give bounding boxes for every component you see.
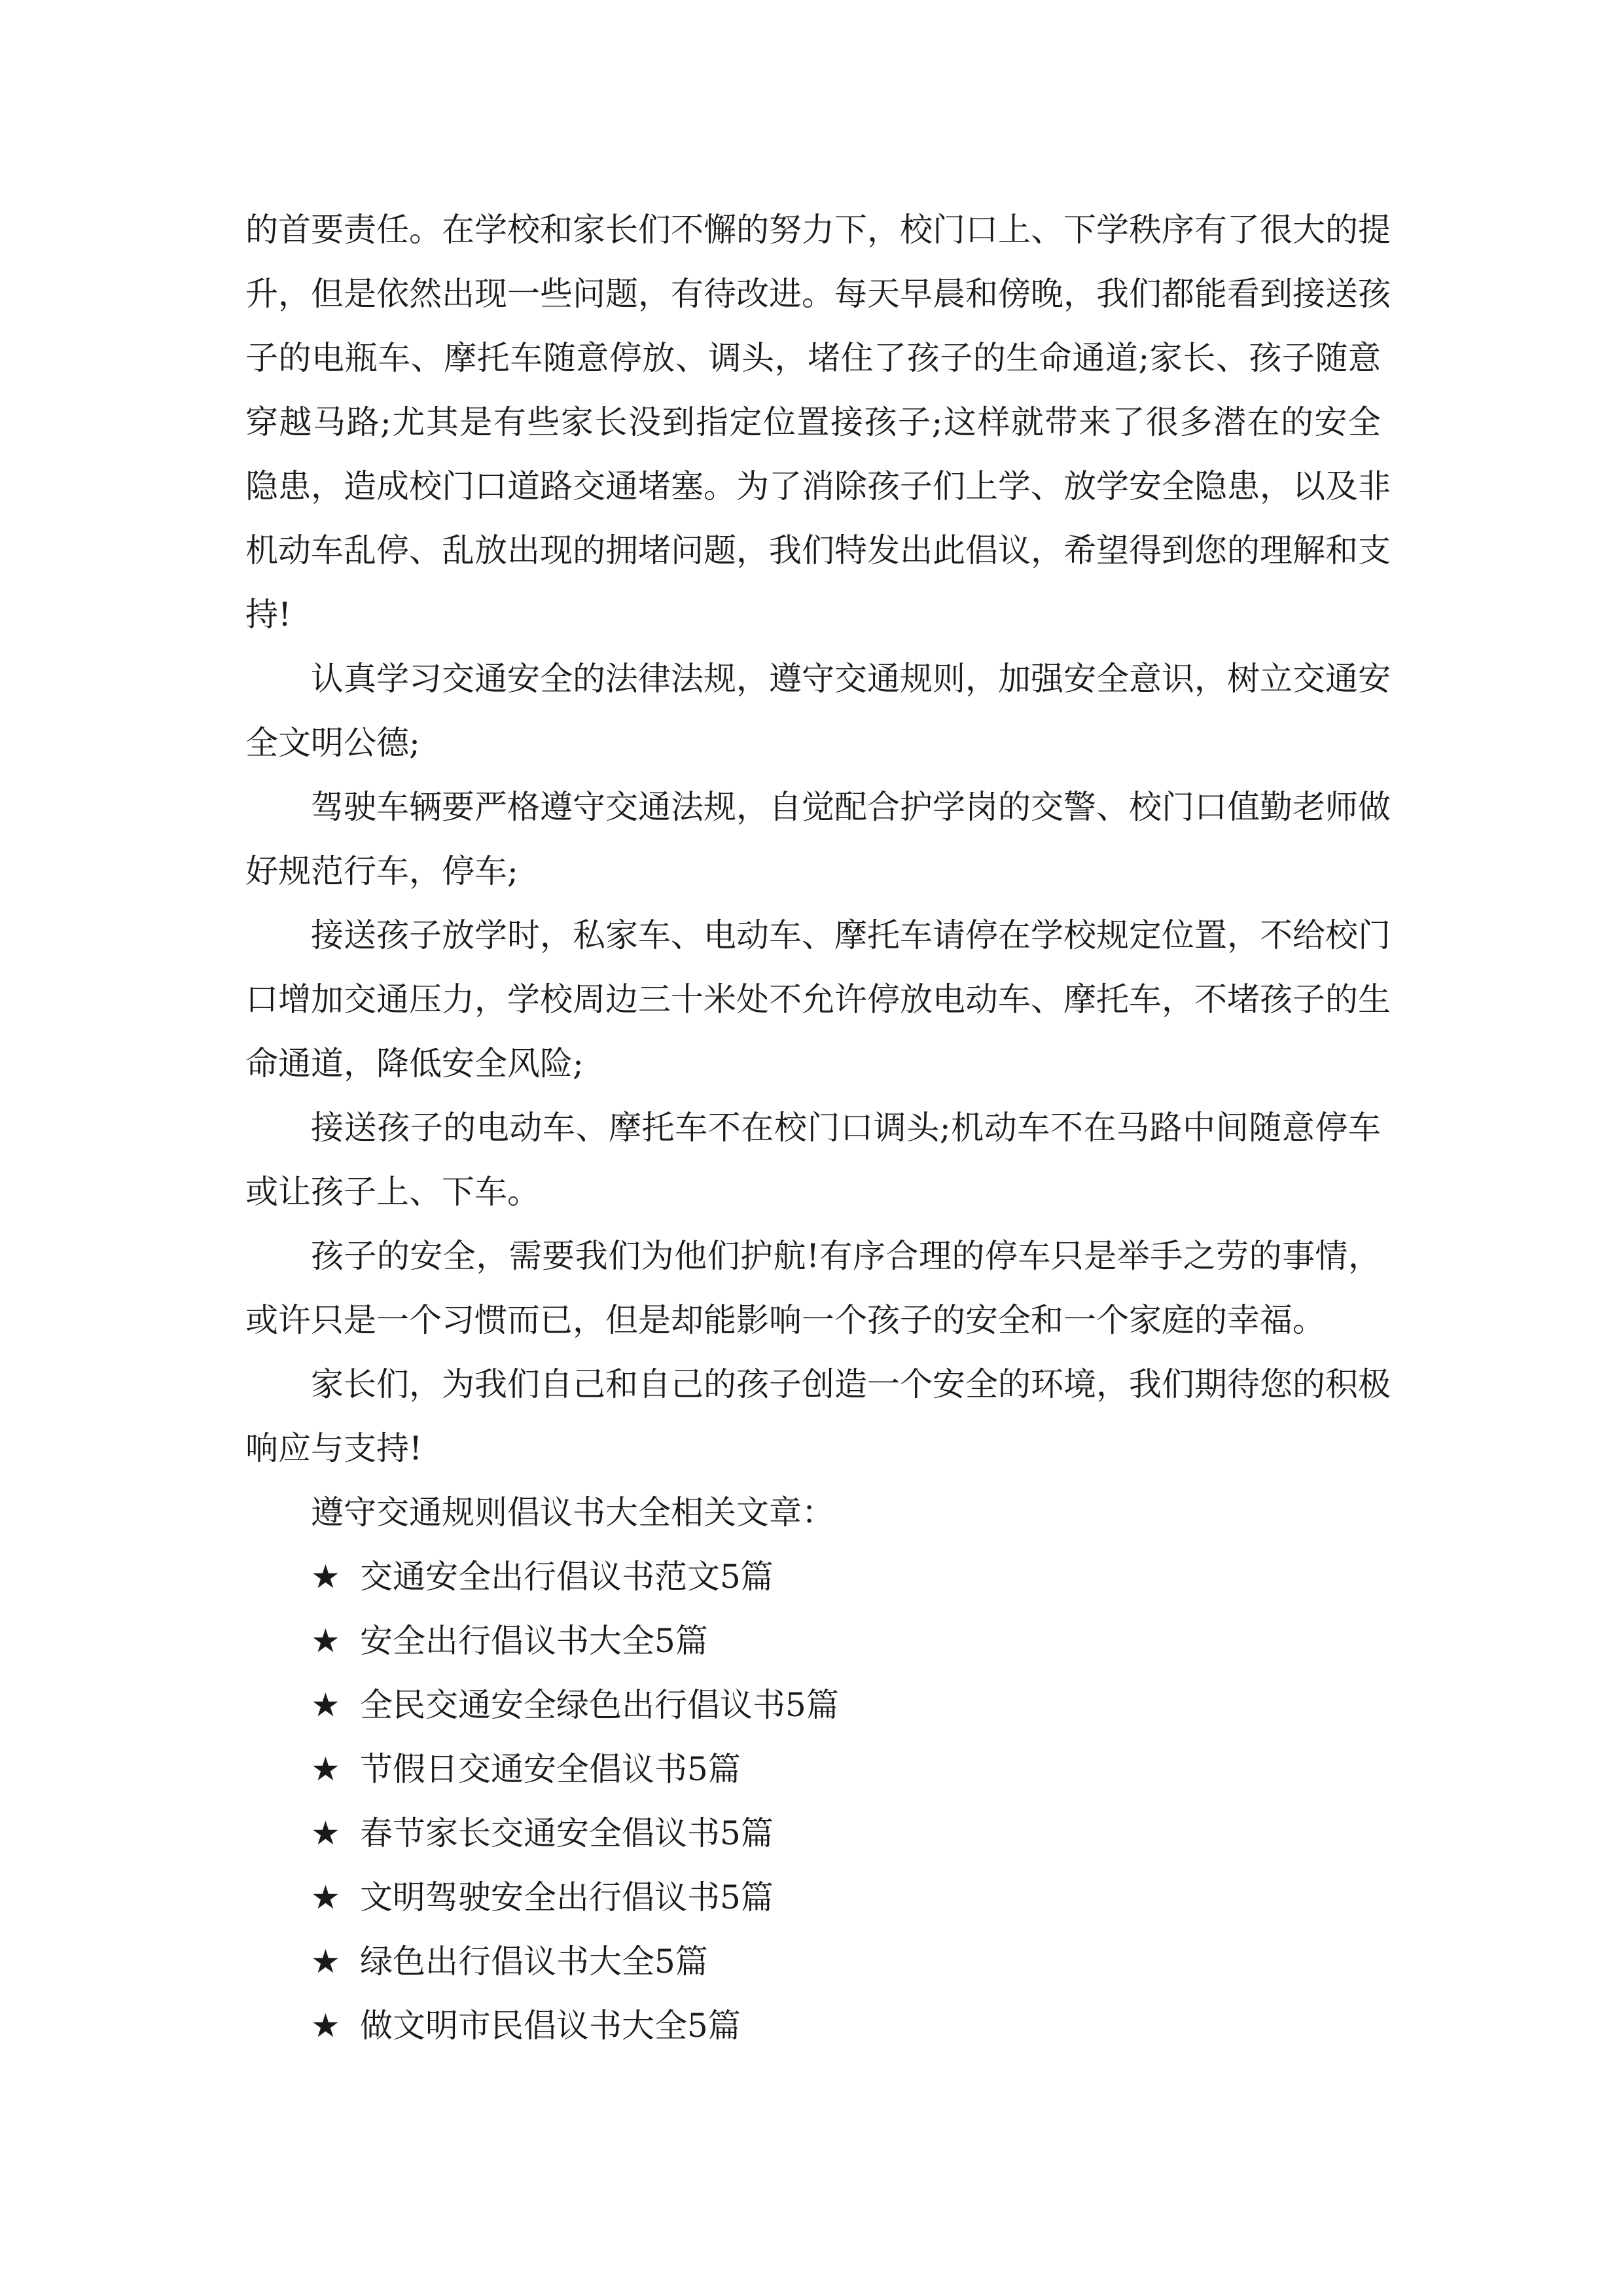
related-article-title: 春节家长交通安全倡议书5篇 <box>360 1814 774 1852</box>
related-article-link[interactable] <box>311 1865 774 1929</box>
paragraph-line: 子的电瓶车、摩托车随意停放、调头，堵住了孩子的生命通道;家长、孩子随意 <box>245 339 1381 377</box>
star-icon: ★ <box>311 1686 340 1724</box>
related-article-link[interactable] <box>311 1545 774 1609</box>
related-article-title: 安全出行倡议书大全5篇 <box>360 1622 708 1660</box>
paragraph-line: 口增加交通压力，学校周边三十米处不允许停放电动车、摩托车，不堵孩子的生 <box>245 980 1391 1018</box>
paragraph-line: 全文明公德; <box>245 724 420 762</box>
paragraph-line: 接送孩子放学时，私家车、电动车、摩托车请停在学校规定位置，不给校门 <box>311 916 1391 954</box>
paragraph-line: 隐患，造成校门口道路交通堵塞。为了消除孩子们上学、放学安全隐患，以及非 <box>245 467 1391 505</box>
star-icon: ★ <box>311 1943 340 1981</box>
star-icon: ★ <box>311 1558 340 1596</box>
star-icon: ★ <box>311 1878 340 1916</box>
star-icon: ★ <box>311 1814 340 1852</box>
related-article-link[interactable] <box>311 1994 741 2058</box>
related-article-link[interactable] <box>311 1737 741 1801</box>
paragraph-line: 家长们，为我们自己和自己的孩子创造一个安全的环境，我们期待您的积极 <box>311 1365 1391 1403</box>
star-icon: ★ <box>311 1750 340 1788</box>
related-article-title: 绿色出行倡议书大全5篇 <box>360 1943 708 1981</box>
paragraph-line: 的首要责任。在学校和家长们不懈的努力下，校门口上、下学秩序有了很大的提 <box>245 211 1391 249</box>
related-article-title: 全民交通安全绿色出行倡议书5篇 <box>360 1686 839 1724</box>
star-icon: ★ <box>311 2007 340 2045</box>
related-article-link[interactable] <box>311 1929 708 1994</box>
related-article-link[interactable] <box>311 1801 774 1865</box>
related-article-title: 做文明市民倡议书大全5篇 <box>360 2007 741 2045</box>
related-article-title: 文明驾驶安全出行倡议书5篇 <box>360 1878 774 1916</box>
paragraph-line: 孩子的安全，需要我们为他们护航!有序合理的停车只是举手之劳的事情， <box>311 1237 1381 1275</box>
paragraph-line: 穿越马路;尤其是有些家长没到指定位置接孩子;这样就带来了很多潜在的安全 <box>245 403 1381 441</box>
paragraph-line: 响应与支持! <box>245 1429 423 1467</box>
paragraph-line: 或让孩子上、下车。 <box>245 1173 540 1211</box>
paragraph-line: 接送孩子的电动车、摩托车不在校门口调头;机动车不在马路中间随意停车 <box>311 1109 1381 1147</box>
related-article-link[interactable] <box>311 1609 708 1673</box>
related-article-link[interactable] <box>311 1673 839 1737</box>
star-icon: ★ <box>311 1622 340 1660</box>
paragraph-line: 好规范行车，停车; <box>245 852 518 890</box>
paragraph-line: 持! <box>245 596 292 634</box>
paragraph-line: 升，但是依然出现一些问题，有待改进。每天早晨和傍晚，我们都能看到接送孩 <box>245 275 1391 313</box>
related-article-title: 节假日交通安全倡议书5篇 <box>360 1750 741 1788</box>
paragraph-line: 驾驶车辆要严格遵守交通法规，自觉配合护学岗的交警、校门口值勤老师做 <box>311 788 1391 826</box>
paragraph-line: 认真学习交通安全的法律法规，遵守交通规则，加强安全意识，树立交通安 <box>311 660 1391 698</box>
related-heading: 遵守交通规则倡议书大全相关文章： <box>311 1494 834 1532</box>
paragraph-line: 命通道，降低安全风险; <box>245 1045 584 1083</box>
paragraph-line: 或许只是一个习惯而已，但是却能影响一个孩子的安全和一个家庭的幸福。 <box>245 1301 1325 1339</box>
paragraph-line: 机动车乱停、乱放出现的拥堵问题，我们特发出此倡议，希望得到您的理解和支 <box>245 531 1391 569</box>
related-article-title: 交通安全出行倡议书范文5篇 <box>360 1558 774 1596</box>
